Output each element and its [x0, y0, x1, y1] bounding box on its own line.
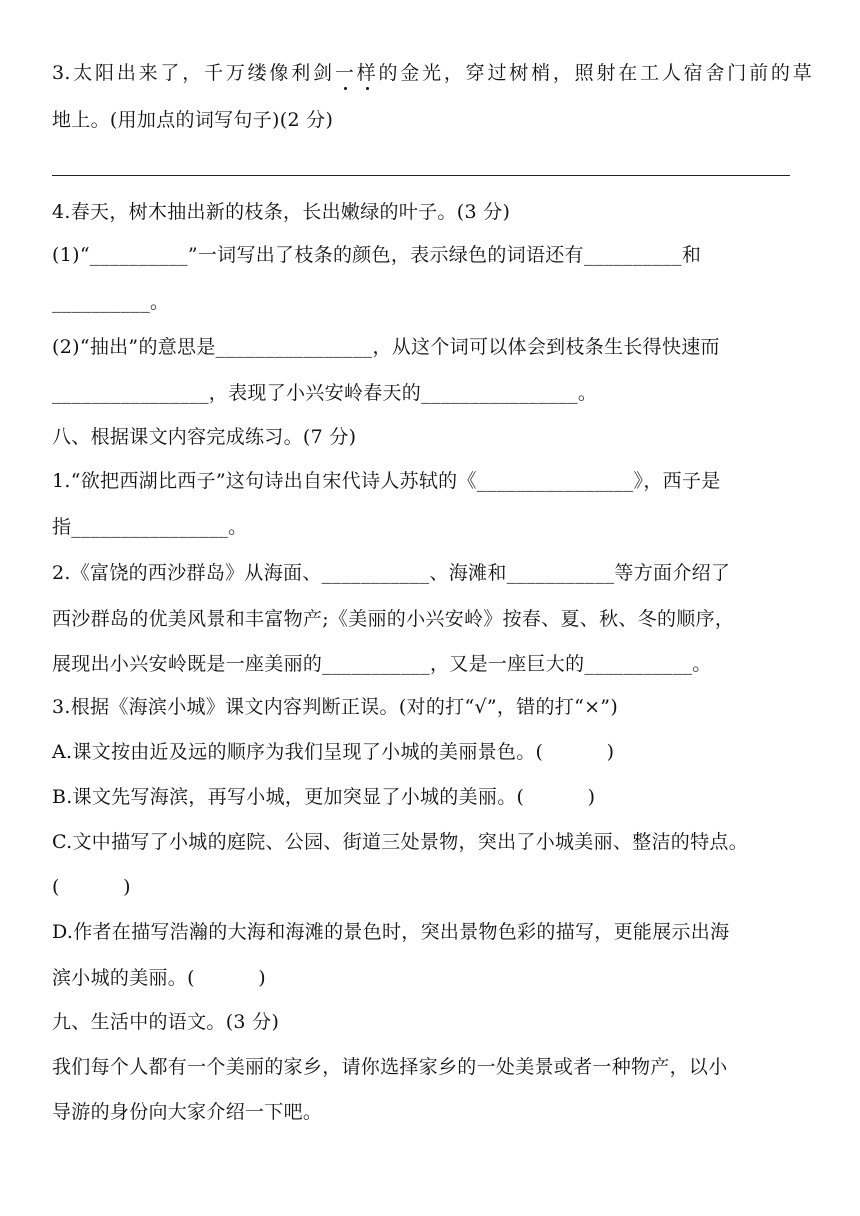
question-4-stem: 4.春天，树木抽出新的枝条，长出嫩绿的叶子。(3 分) — [52, 201, 511, 223]
question-4-2: (2)“抽出”的意思是________________，从这个词可以体会到枝条生长得快速而 — [52, 336, 720, 358]
judge-item-b: B.课文先写海滨，再写小城，更加突显了小城的美丽。( ) — [52, 786, 596, 808]
judge-item-a: A.课文按由近及远的顺序为我们呈现了小城的美丽景色。( ) — [52, 741, 615, 763]
section-8-q2-cont2: 展现出小兴安岭既是一座美丽的___________，又是一座巨大的___________。 — [52, 653, 712, 675]
judge-item-d: D.作者在描写浩瀚的大海和海滩的景色时，突出景物色彩的描写，更能展示出海 — [52, 921, 730, 943]
question-3-text-a: 3.太阳出来了，千万缕像利剑 — [52, 62, 335, 84]
question-3-line-2: 地上。(用加点的词写句子)(2 分) — [52, 109, 334, 131]
question-3-line-1 — [52, 60, 812, 86]
judge-item-c: C.文中描写了小城的庭院、公园、街道三处景物，突出了小城美丽、整洁的特点。 — [52, 831, 749, 853]
question-4-1: (1)“__________”一词写出了枝条的颜色，表示绿色的词语还有__________和 — [52, 244, 702, 266]
question-4-2-cont: ________________，表现了小兴安岭春天的________________。 — [52, 382, 598, 404]
dotted-char: 一 — [334, 62, 357, 84]
section-8-q1-cont: 指________________。 — [52, 516, 248, 538]
section-8-q3: 3.根据《海滨小城》课文内容判断正误。(对的打“√”，错的打“×”) — [52, 696, 619, 718]
section-8-q2: 2.《富饶的西沙群岛》从海面、___________、海滩和___________等方面介绍了 — [52, 562, 731, 584]
section-8-heading: 八、根据课文内容完成练习。(7 分) — [52, 426, 357, 448]
section-9-prompt-cont: 导游的身份向大家介绍一下吧。 — [52, 1101, 323, 1123]
section-9-heading: 九、生活中的语文。(3 分) — [52, 1011, 280, 1033]
answer-line[interactable] — [52, 175, 790, 176]
section-8-q2-cont: 西沙群岛的优美风景和丰富物产;《美丽的小兴安岭》按春、夏、秋、冬的顺序， — [52, 608, 735, 630]
question-4-1-cont: __________。 — [52, 291, 170, 313]
question-3-text-b: 的金光，穿过树梢，照射在工人宿舍门前的草 — [378, 62, 812, 84]
section-9-prompt: 我们每个人都有一个美丽的家乡，请你选择家乡的一处美景或者一种物产，以小 — [52, 1056, 728, 1078]
dotted-char: 样 — [356, 62, 379, 84]
section-8-q1: 1.“欲把西湖比西子”这句诗出自宋代诗人苏轼的《________________》，西子是 — [52, 470, 721, 492]
judge-item-d-cont: 滨小城的美丽。( ) — [52, 967, 266, 989]
judge-item-c-blank: ( ) — [52, 876, 131, 898]
